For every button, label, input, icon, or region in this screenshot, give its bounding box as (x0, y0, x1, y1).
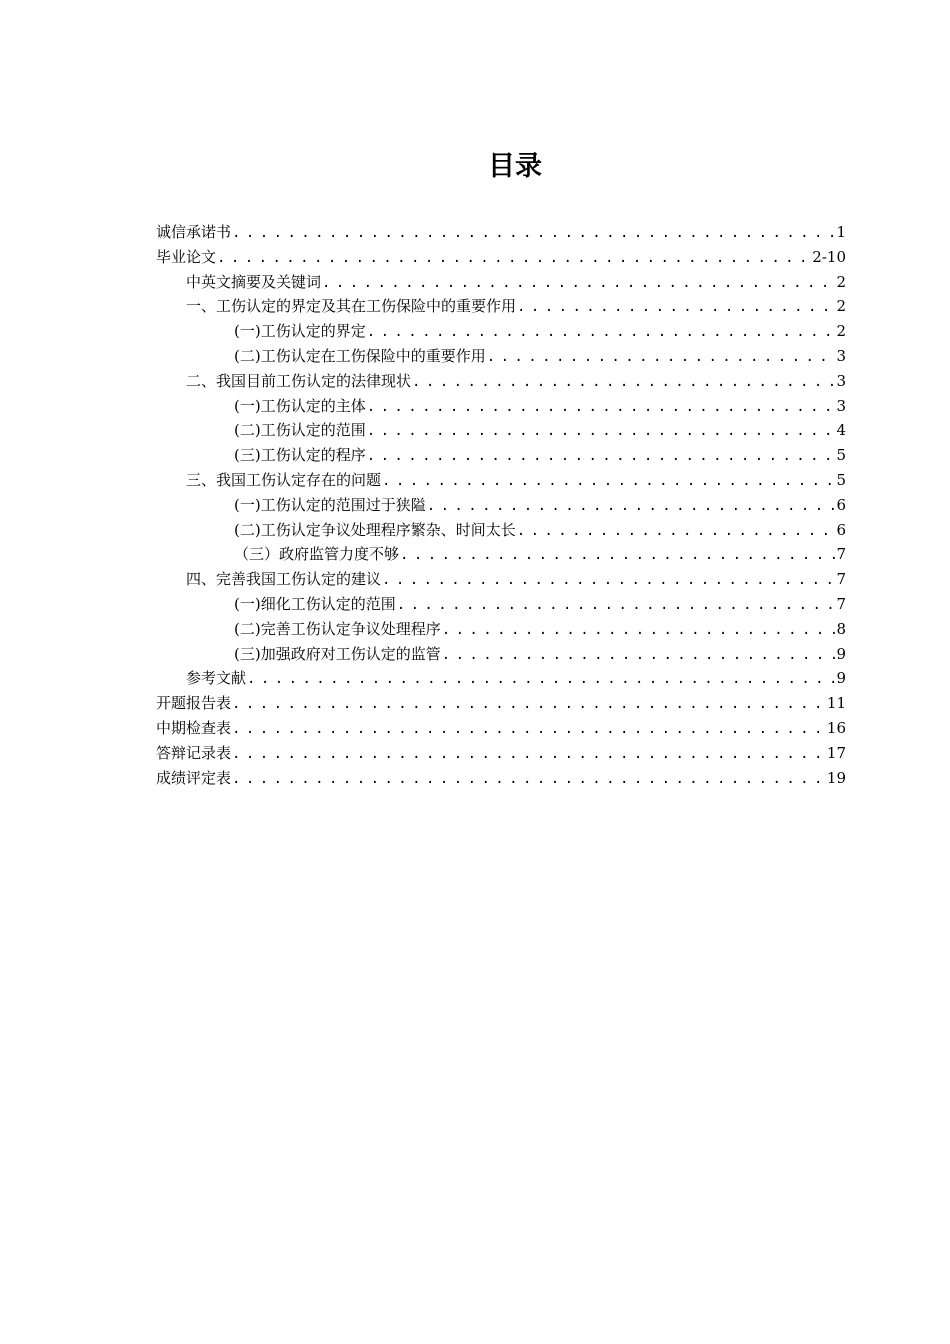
toc-entry-page-number: 3 (836, 396, 846, 415)
toc-entry-label: (二)工伤认定的范围 (234, 421, 366, 440)
toc-entry-page-number: 3 (836, 371, 846, 390)
dot-leader (232, 771, 826, 787)
table-of-contents (156, 221, 846, 791)
toc-entry-page-number: 4 (836, 421, 846, 440)
toc-entry-label: (一)工伤认定的范围过于狭隘 (234, 495, 426, 514)
toc-entry-page-number: 6 (836, 495, 846, 514)
dot-leader (367, 423, 836, 439)
dot-leader (232, 696, 826, 712)
toc-entry-label: 一、工伤认定的界定及其在工伤保险中的重要作用 (186, 297, 517, 316)
toc-entry-page-number: 8 (836, 619, 846, 638)
toc-entry[interactable] (156, 618, 846, 643)
toc-entry-page-number: 1 (836, 223, 846, 241)
dot-leader (382, 572, 835, 588)
toc-entry-label: (一)工伤认定的界定 (234, 322, 366, 341)
toc-entry[interactable] (156, 295, 846, 320)
dot-leader (442, 622, 836, 638)
toc-entry-label: (二)完善工伤认定争议处理程序 (234, 619, 441, 638)
toc-entry-label: 中英文摘要及关键词 (186, 272, 322, 291)
toc-entry-label: (二)工伤认定争议处理程序繁杂、时间太长 (234, 520, 516, 539)
dot-leader (397, 597, 836, 613)
dot-leader (247, 671, 835, 687)
toc-entry[interactable] (156, 568, 846, 593)
dot-leader (367, 448, 836, 464)
toc-entry[interactable] (156, 742, 846, 767)
toc-entry-page-number: 2 (836, 322, 846, 341)
toc-entry-label: 成绩评定表 (156, 768, 232, 787)
toc-entry-page-number: 3 (836, 346, 846, 365)
toc-entry-label: 毕业论文 (156, 247, 217, 266)
toc-entry-label: (一)工伤认定的主体 (234, 396, 366, 415)
toc-entry-label: (二)工伤认定在工伤保险中的重要作用 (234, 346, 486, 365)
toc-entry-label: (三)加强政府对工伤认定的监管 (234, 644, 441, 663)
toc-entry[interactable] (156, 345, 846, 370)
toc-entry[interactable] (156, 271, 846, 296)
toc-entry-page-number: 17 (826, 743, 846, 762)
toc-entry-label: (三)工伤认定的程序 (234, 446, 366, 465)
toc-entry[interactable] (156, 395, 846, 420)
toc-entry-label: 三、我国工伤认定存在的问题 (186, 470, 382, 489)
toc-entry-label: (一)细化工伤认定的范围 (234, 594, 396, 613)
toc-entry-page-number: 6 (836, 520, 846, 539)
toc-entry-page-number: 7 (836, 594, 846, 613)
toc-entry[interactable] (156, 593, 846, 618)
toc-entry-page-number: 9 (836, 669, 846, 688)
toc-entry-label: 二、我国目前工伤认定的法律现状 (186, 371, 412, 390)
toc-entry[interactable] (156, 494, 846, 519)
dot-leader (382, 473, 835, 489)
dot-leader (232, 746, 826, 762)
dot-leader (367, 324, 836, 340)
toc-entry[interactable] (156, 717, 846, 742)
toc-entry[interactable] (156, 221, 846, 246)
toc-entry-page-number: 5 (836, 470, 846, 489)
toc-entry[interactable] (156, 667, 846, 692)
dot-leader (322, 275, 835, 291)
dot-leader (412, 374, 835, 390)
dot-leader (232, 225, 835, 241)
toc-entry-page-number: 5 (836, 446, 846, 465)
toc-entry-page-number: 19 (826, 768, 846, 787)
page-title: 目录 (488, 151, 542, 182)
toc-entry-label: 中期检查表 (156, 718, 232, 737)
toc-entry-label: （三）政府监管力度不够 (234, 545, 400, 564)
toc-entry-page-number: 7 (836, 545, 846, 564)
toc-entry-label: 开题报告表 (156, 694, 232, 713)
toc-entry[interactable] (156, 692, 846, 717)
dot-leader (232, 721, 826, 737)
toc-entry[interactable] (156, 370, 846, 395)
dot-leader (400, 547, 835, 563)
toc-entry[interactable] (156, 519, 846, 544)
dot-leader (442, 647, 836, 663)
toc-entry-label: 四、完善我国工伤认定的建议 (186, 570, 382, 589)
toc-entry-page-number: 2 (836, 272, 846, 291)
toc-entry[interactable] (156, 246, 846, 271)
toc-entry[interactable] (156, 643, 846, 668)
toc-entry-page-number: 16 (826, 718, 846, 737)
toc-entry[interactable] (156, 543, 846, 568)
dot-leader (427, 498, 836, 514)
toc-entry[interactable] (156, 320, 846, 345)
toc-entry-page-number: 2-10 (812, 247, 846, 266)
dot-leader (367, 399, 836, 415)
toc-entry[interactable] (156, 444, 846, 469)
dot-leader (517, 523, 836, 539)
dot-leader (487, 349, 836, 365)
toc-entry-label: 答辩记录表 (156, 743, 232, 762)
dot-leader (217, 250, 811, 266)
toc-entry-label: 参考文献 (186, 669, 247, 688)
toc-entry[interactable] (156, 469, 846, 494)
toc-entry-page-number: 9 (836, 644, 846, 663)
toc-entry-label: 诚信承诺书 (156, 223, 232, 241)
toc-entry-page-number: 11 (826, 694, 846, 713)
toc-entry-page-number: 2 (836, 297, 846, 316)
toc-entry[interactable] (156, 767, 846, 792)
dot-leader (517, 299, 835, 315)
toc-entry-page-number: 7 (836, 570, 846, 589)
toc-entry[interactable] (156, 419, 846, 444)
